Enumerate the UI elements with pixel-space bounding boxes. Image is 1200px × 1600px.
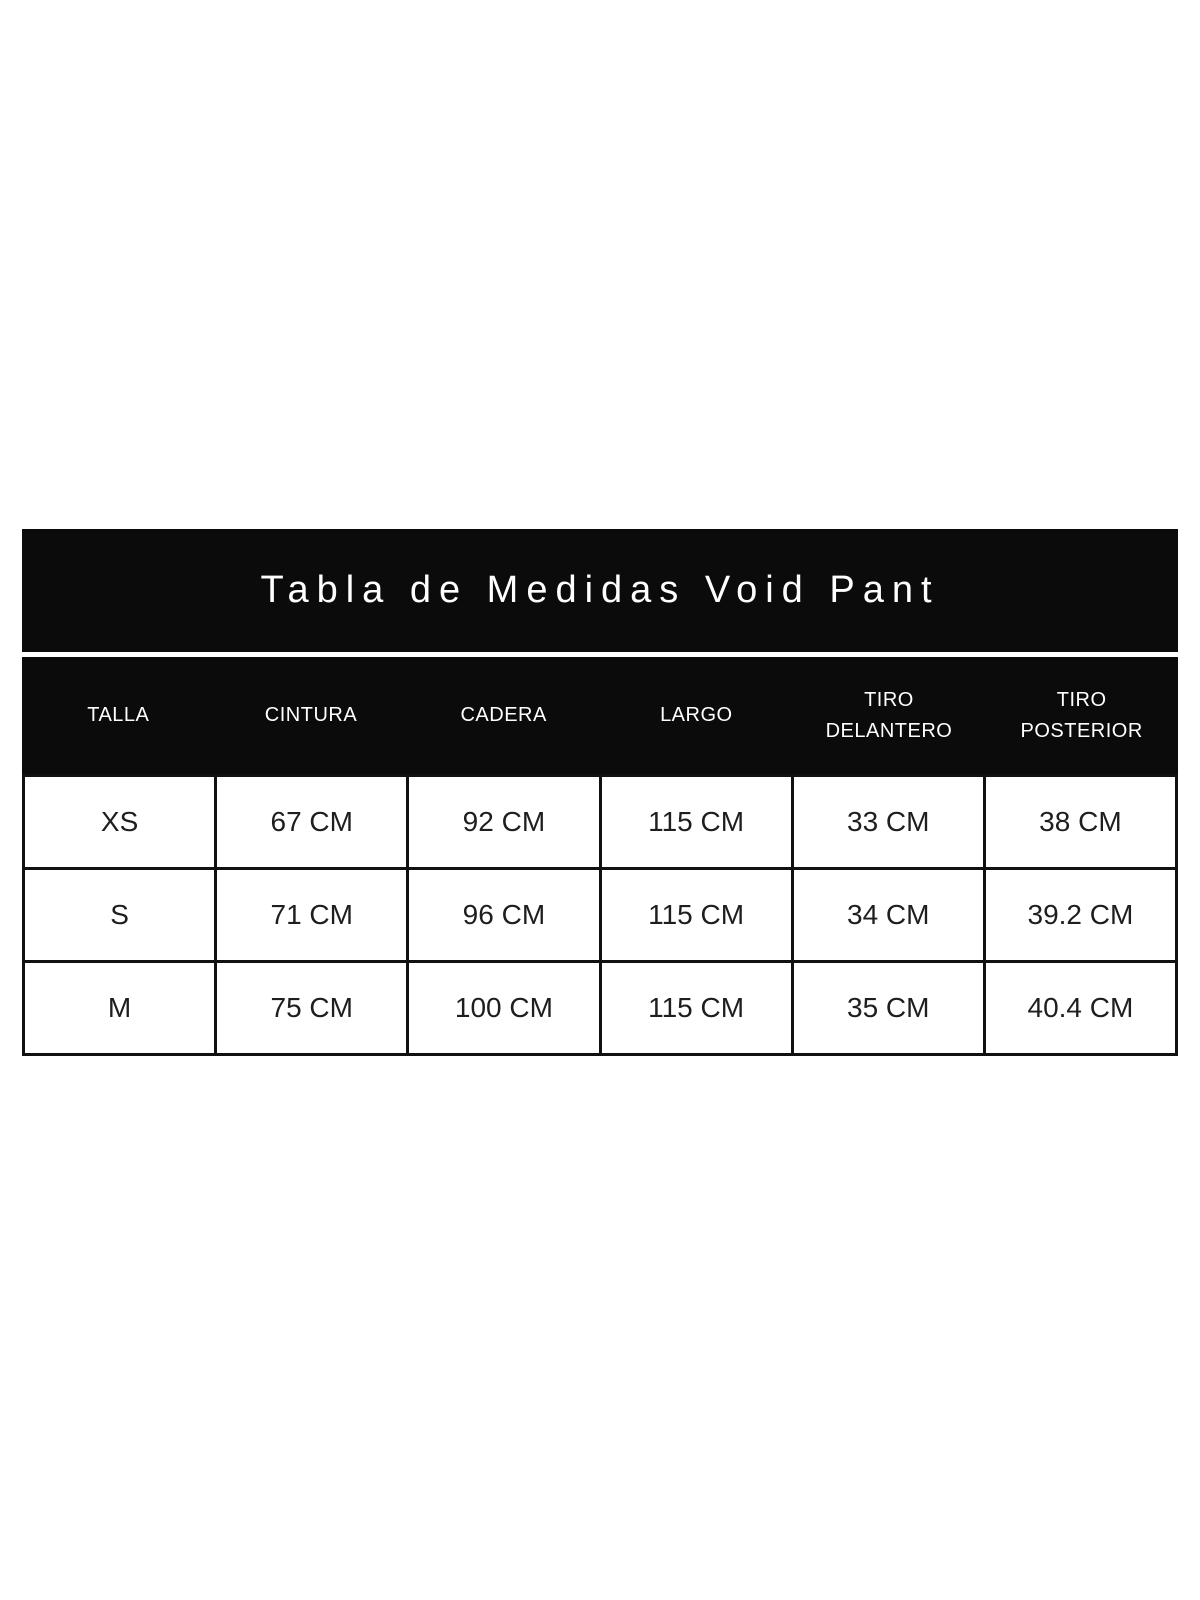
size-cell: M — [25, 963, 214, 1053]
measurement-cell: 40.4 CM — [986, 963, 1175, 1053]
measurement-cell: 115 CM — [602, 870, 791, 960]
measurement-cell: 71 CM — [217, 870, 406, 960]
measurement-cell: 115 CM — [602, 963, 791, 1053]
chart-title: Tabla de Medidas Void Pant — [260, 569, 940, 611]
measurement-cell: 38 CM — [986, 777, 1175, 867]
size-cell: S — [25, 870, 214, 960]
column-header: TIRO POSTERIOR — [1020, 688, 1143, 742]
measurement-cell: 33 CM — [794, 777, 983, 867]
measurement-cell: 39.2 CM — [986, 870, 1175, 960]
measurement-cell: 96 CM — [409, 870, 598, 960]
measurement-cell: 35 CM — [794, 963, 983, 1053]
measurement-cell: 75 CM — [217, 963, 406, 1053]
measurement-cell: 92 CM — [409, 777, 598, 867]
header-row — [22, 657, 1178, 774]
table-body — [22, 774, 1178, 1056]
measurement-cell: 115 CM — [602, 777, 791, 867]
measurement-cell: 67 CM — [217, 777, 406, 867]
column-header: CADERA — [460, 704, 547, 726]
size-chart-table — [22, 529, 1178, 1056]
title-band — [22, 529, 1178, 652]
column-header: CINTURA — [264, 704, 358, 726]
column-header: LARGO — [660, 704, 733, 726]
size-cell: XS — [25, 777, 214, 867]
measurement-cell: 34 CM — [794, 870, 983, 960]
measurement-cell: 100 CM — [409, 963, 598, 1053]
column-header: TIRO DELANTERO — [825, 688, 953, 742]
column-header: TALLA — [87, 704, 150, 726]
